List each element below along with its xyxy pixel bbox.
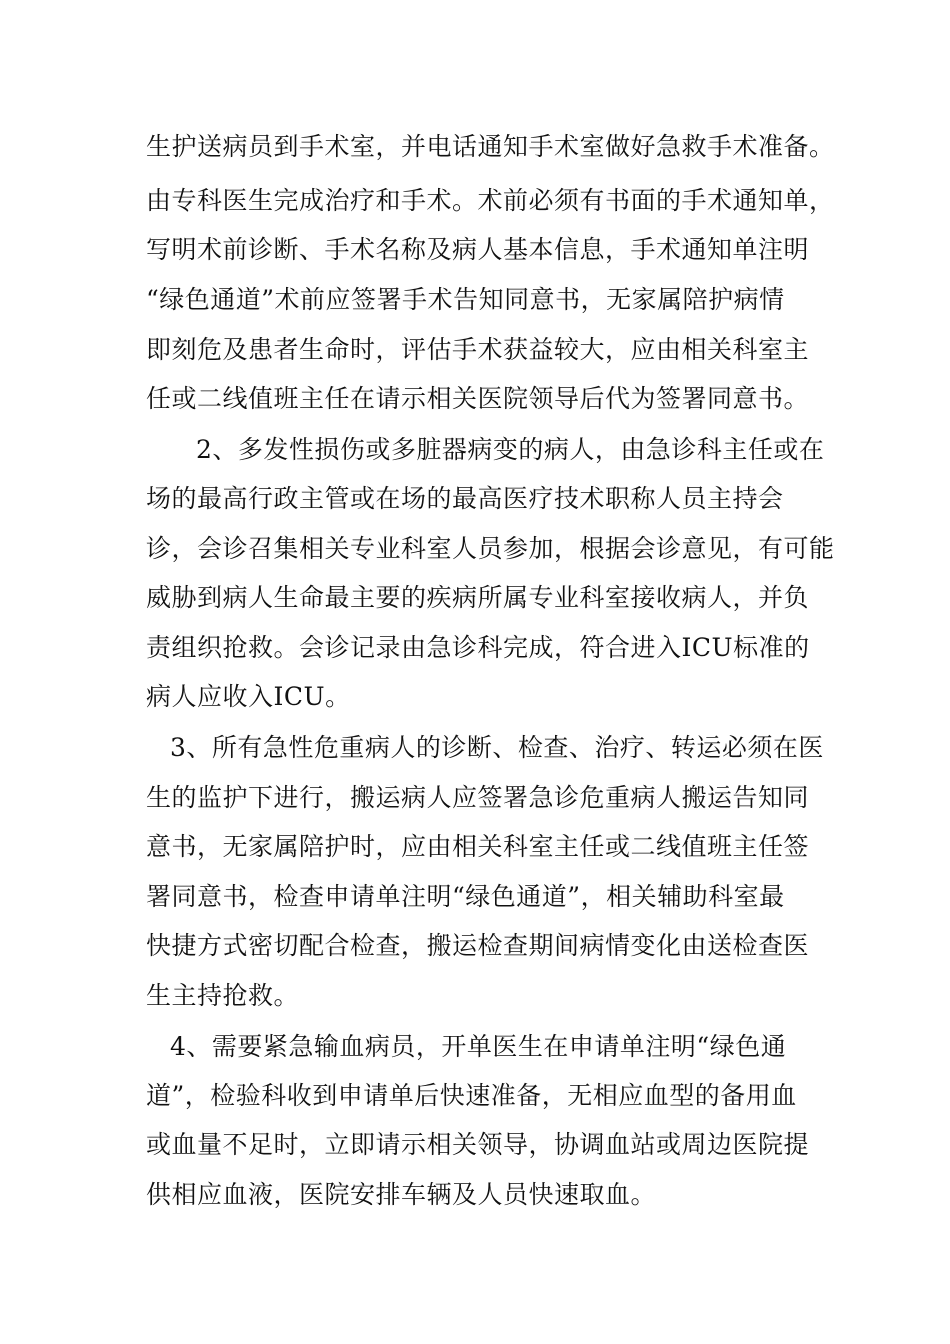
text-line: 责组织抢救。会诊记录由急诊科完成，符合进入ICU标准的 bbox=[146, 633, 810, 662]
text-line: 生主持抢救。 bbox=[146, 981, 300, 1010]
text-line: 任或二线值班主任在请示相关医院领导后代为签署同意书。 bbox=[146, 384, 810, 413]
text-line: “绿色通道”术前应签署手术告知同意书，无家属陪护病情 bbox=[146, 285, 785, 314]
text-line: 即刻危及患者生命时，评估手术获益较大，应由相关科室主 bbox=[146, 335, 810, 364]
text-line: 由专科医生完成治疗和手术。术前必须有书面的手术通知单， bbox=[146, 186, 835, 215]
paragraph-3-start: 3、所有急性危重病人的诊断、检查、治疗、转运必须在医 bbox=[170, 733, 824, 762]
text-line: 写明术前诊断、手术名称及病人基本信息，手术通知单注明 bbox=[146, 235, 810, 264]
text-line: 诊，会诊召集相关专业科室人员参加，根据会诊意见，有可能 bbox=[146, 534, 835, 563]
text-line: 威胁到病人生命最主要的疾病所属专业科室接收病人，并负 bbox=[146, 583, 810, 612]
text-line: 或血量不足时，立即请示相关领导，协调血站或周边医院提 bbox=[146, 1130, 810, 1159]
text-line: 道”，检验科收到申请单后快速准备，无相应血型的备用血 bbox=[146, 1081, 797, 1110]
text-line: 供相应血液，医院安排车辆及人员快速取血。 bbox=[146, 1180, 657, 1209]
paragraph-4-start: 4、需要紧急输血病员，开单医生在申请单注明“绿色通 bbox=[170, 1032, 787, 1061]
paragraph-2-start: 2、多发性损伤或多脏器病变的病人，由急诊科主任或在 bbox=[196, 435, 825, 464]
text-line: 病人应收入ICU。 bbox=[146, 682, 351, 711]
text-line: 快捷方式密切配合检查，搬运检查期间病情变化由送检查医 bbox=[146, 931, 810, 960]
text-line: 场的最高行政主管或在场的最高医疗技术职称人员主持会 bbox=[146, 484, 784, 513]
text-line: 意书，无家属陪护时，应由相关科室主任或二线值班主任签 bbox=[146, 832, 810, 861]
text-line: 生的监护下进行，搬运病人应签署急诊危重病人搬运告知同 bbox=[146, 783, 810, 812]
text-line: 生护送病员到手术室，并电话通知手术室做好急救手术准备。 bbox=[146, 132, 835, 161]
text-line: 署同意书，检查申请单注明“绿色通道”，相关辅助科室最 bbox=[146, 882, 785, 911]
